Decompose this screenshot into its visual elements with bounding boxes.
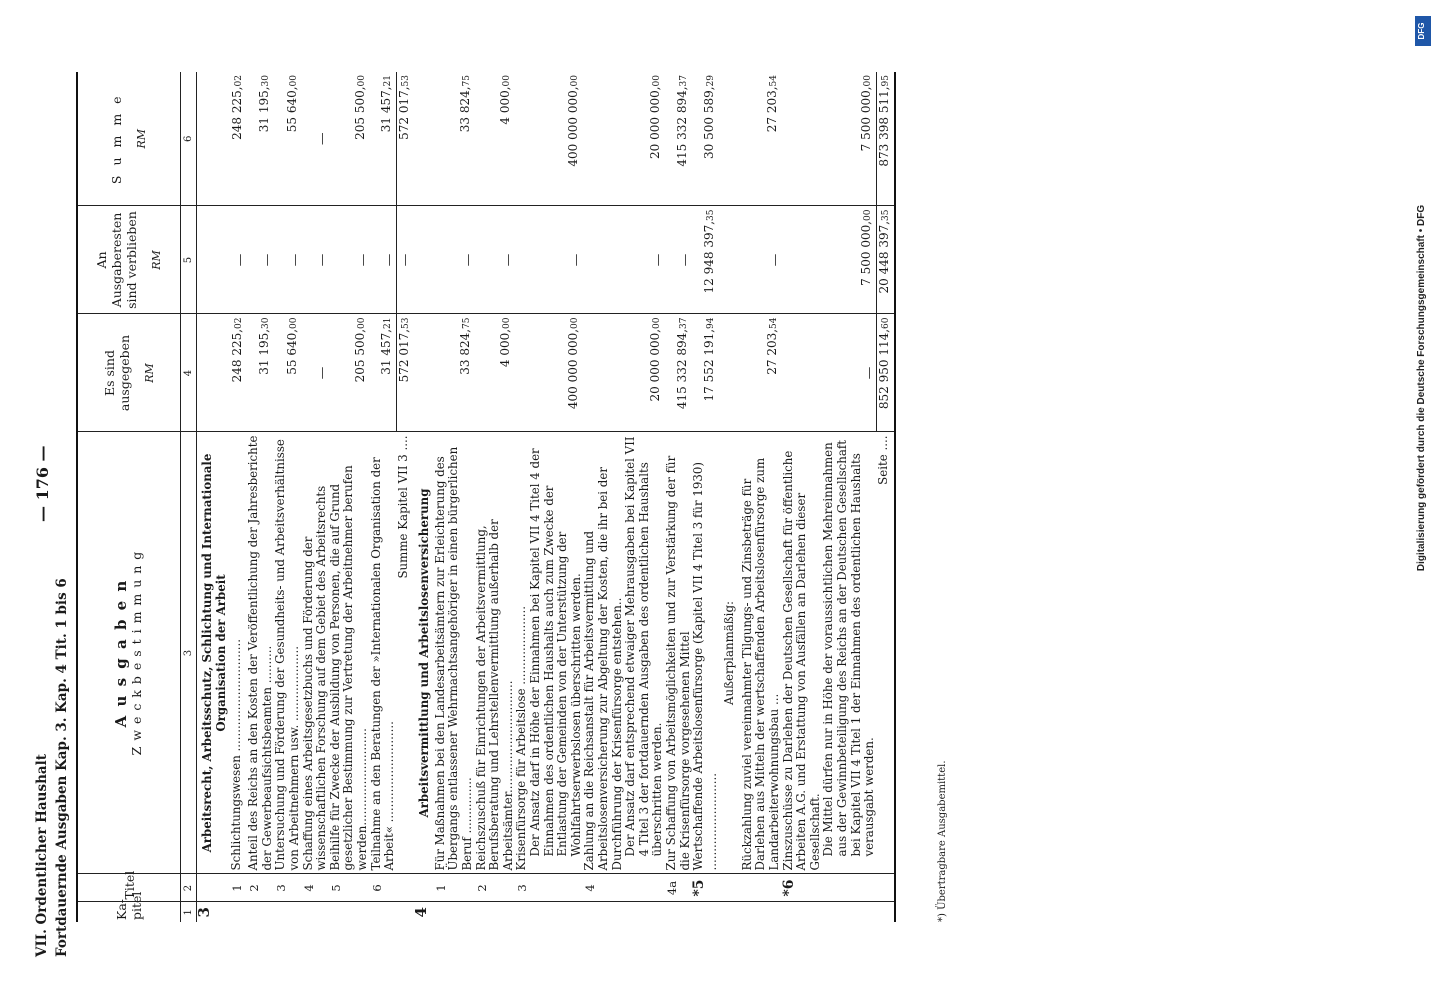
- page-total-row: [877, 72, 896, 922]
- summe-cell: 415 332 894,37: [665, 72, 692, 206]
- col-verblieben: [77, 206, 181, 314]
- titel-cell: 1: [230, 874, 247, 902]
- verblieben-cell: 20 448 397,35: [877, 206, 896, 314]
- ausgegeben-cell: 205 500,00: [329, 314, 370, 432]
- table-row: [665, 72, 692, 922]
- row-text: Zinszuschüsse zu Darlehen der Deutschen Gesellschaft für öffentliche Arbeiten A.G. und Erstattung von Ausfällen an Darlehen dieser Gesellschaft.: [780, 450, 822, 871]
- table-row: [329, 72, 370, 922]
- titel-cell: 3: [274, 874, 301, 902]
- ausgegeben-cell: 31 195,30: [247, 314, 274, 432]
- titel-cell: 1: [434, 874, 475, 902]
- row-text: Zahlung an die Reichsanstalt für Arbeitsvermittlung und Arbeitslosenversicherung zur Abgeltung der Kosten, die ihr bei der Durchführung der Krisenfürsorge entstehen..: [582, 467, 624, 871]
- titel-cell: *6: [782, 874, 877, 902]
- ausgegeben-cell: —: [302, 314, 329, 432]
- table-body: [197, 72, 896, 922]
- col-number: 1: [181, 902, 197, 922]
- col-number: 6: [181, 72, 197, 206]
- kapitel-cell: [247, 902, 274, 922]
- ausgegeben-cell: 400 000 000,00: [515, 314, 583, 432]
- kapitel-cell: [230, 902, 247, 922]
- row-note: Der Ansatz darf entsprechend etwaiger Mehrausgaben bei Kapitel VII 4 Titel 3 der fortdauernden Ausgaben des ordentlichen Haushalts überschritten werden.: [623, 436, 665, 857]
- table-row: [583, 72, 665, 922]
- row-text: Untersuchung und Förderung der Gesundheits- und Arbeitsverhältnisse von Arbeitnehmern usw. ....................: [273, 439, 301, 871]
- summe-cell: 31 195,30: [247, 72, 274, 206]
- zweck-cell: [434, 432, 475, 874]
- ausgegeben-cell: 17 552 191,94: [692, 314, 719, 432]
- col-number: 3: [181, 432, 197, 874]
- zweck-cell: [583, 432, 665, 874]
- col-kapitel: Ka-pitel: [77, 902, 181, 922]
- kapitel-cell: [782, 902, 877, 922]
- col-verblieben-label: An Ausgaberesten sind verblieben: [94, 211, 139, 309]
- unit-label: RM: [150, 250, 163, 270]
- summe-cell: —: [302, 72, 329, 206]
- verblieben-cell: —: [247, 206, 274, 314]
- table-row: [370, 72, 397, 922]
- kapitel-number: 3: [195, 907, 213, 918]
- verblieben-cell: —: [302, 206, 329, 314]
- titel-cell: 4: [583, 874, 665, 902]
- summe-cell: [414, 72, 434, 206]
- ausgegeben-cell: 33 824,75: [434, 314, 475, 432]
- row-text: Krisenfürsorge für Arbeitslose .....................: [514, 605, 529, 871]
- summe-cell: 55 640,00: [274, 72, 301, 206]
- side-credit: [1412, 8, 1432, 993]
- footnote: *) Übertragbare Ausgabemittel.: [937, 760, 948, 922]
- verblieben-cell: —: [583, 206, 665, 314]
- summe-cell: 4 000,00: [475, 72, 516, 206]
- row-text: Rückzahlung zuviel vereinnahmter Tilgungs- und Zinsbeträge für Darlehen aus Mitteln der wertschaffenden Arbeitslosenfürsorge zum Landarbeiterwohnungsbau ...: [739, 457, 782, 871]
- kapitel-cell: [583, 902, 665, 922]
- page-number: — 176 —: [33, 445, 52, 522]
- ausgegeben-cell: 20 000 000,00: [583, 314, 665, 432]
- rotated-document-page: [35, 37, 1365, 957]
- table-row: [719, 72, 781, 922]
- verblieben-cell: —: [329, 206, 370, 314]
- summe-cell: 873 398 511,95: [877, 72, 896, 206]
- kapitel-heading-row: [414, 72, 434, 922]
- row-note: Der Ansatz darf in Höhe der Einnahmen bei Kapitel VII 4 Titel 4 der Einnahmen des ordentlichen Haushalts auch zum Zwecke der Entlastung der Gemeinden von der Unterstützung der Wohlfahrtserwerbslosen überschritten werden.: [527, 448, 583, 857]
- sum-label: Summe Kapitel VII 3 ....: [397, 432, 415, 874]
- section-subtitle: Fortdauernde Ausgaben Kap. 3. Kap. 4 Tit. 1 bis 6: [54, 578, 70, 957]
- verblieben-cell: [414, 206, 434, 314]
- kapitel-cell: [877, 902, 896, 922]
- verblieben-cell: —: [370, 206, 397, 314]
- table-row: [302, 72, 329, 922]
- titel-cell: 2: [475, 874, 516, 902]
- zweck-cell: [719, 432, 781, 874]
- page-total-label: Seite ....: [877, 432, 896, 874]
- col-ausgegeben-label: Es sind ausgegeben: [101, 334, 132, 412]
- side-credit-svg: [1412, 8, 1432, 993]
- kapitel-cell: [665, 902, 692, 922]
- zweck-cell: [782, 432, 877, 874]
- summe-cell: 31 457,21: [370, 72, 397, 206]
- col-number: 5: [181, 206, 197, 314]
- table-row: [515, 72, 583, 922]
- side-credit-text: Digitalisierung gefördert durch die Deutsche Forschungsgemeinschaft • DFG: [1416, 204, 1427, 572]
- zweck-cell: [692, 432, 719, 874]
- verblieben-cell: —: [230, 206, 247, 314]
- summe-cell: 400 000 000,00: [515, 72, 583, 206]
- zweck-cell: [665, 432, 692, 874]
- titel-cell: [414, 874, 434, 902]
- kapitel-cell: [434, 902, 475, 922]
- ausgegeben-cell: 27 203,54: [719, 314, 781, 432]
- table-row: [230, 72, 247, 922]
- row-text: Für Maßnahmen bei den Landesarbeitsämtern zur Erleichterung des Übergangs entlassener Wehrmachtsangehöriger in einen bürgerlichen Beruf ...............: [432, 446, 474, 871]
- col-summe-label: S u m m e: [109, 93, 124, 185]
- kapitel-heading-row: [197, 72, 231, 922]
- section-title: VII. Ordentlicher Haushalt: [34, 754, 50, 957]
- summe-cell: 7 500 000,00: [782, 72, 877, 206]
- zweck-cell: [230, 432, 247, 874]
- row-note: Die Mittel dürfen nur in Höhe der voraussichtlichen Mehreinnahmen aus der Gewinnbeteiligung des Reichs an der Deutschen Gesellschaft bei Kapitel VII 4 Titel 1 der Einnahmen des ordentlichen Haushalts verausgabt werden.: [821, 440, 877, 857]
- budget-table: [76, 72, 896, 922]
- col-ausgegeben: [77, 314, 181, 432]
- table-row: [782, 72, 877, 922]
- row-text: Anteil des Reichs an den Kosten der Veröffentlichung der Jahresberichte der Gewerbeaufsichtsbeamten ..........: [246, 435, 274, 871]
- ausgegeben-cell: 852 950 114,60: [877, 314, 896, 432]
- col-summe: [77, 72, 181, 206]
- zweck-cell: [515, 432, 583, 874]
- verblieben-cell: —: [397, 206, 415, 314]
- summe-cell: 205 500,00: [329, 72, 370, 206]
- kapitel-cell: [302, 902, 329, 922]
- summe-cell: 20 000 000,00: [583, 72, 665, 206]
- col-ausgaben-heading: A u s g a b e n: [112, 578, 130, 728]
- verblieben-cell: —: [515, 206, 583, 314]
- titel-cell: *5: [692, 874, 719, 902]
- titel-cell: 4a: [665, 874, 692, 902]
- zweck-cell: [302, 432, 329, 874]
- summe-cell: 33 824,75: [434, 72, 475, 206]
- verblieben-cell: —: [434, 206, 475, 314]
- titel-cell: 4: [302, 874, 329, 902]
- page-header: [35, 37, 75, 957]
- verblieben-cell: 12 948 397,35: [692, 206, 719, 314]
- row-text: Schaffung eines Arbeitsgesetzbuchs und Förderung der wissenschaftlichen Forschung auf dem Gebiet des Arbeitsrechts: [300, 485, 329, 871]
- ausgegeben-cell: 55 640,00: [274, 314, 301, 432]
- col-number: 4: [181, 314, 197, 432]
- summe-cell: 572 017,53: [397, 72, 415, 206]
- kapitel-cell: [692, 902, 719, 922]
- row-text: Teilnahme an den Beratungen der »Internationalen Organisation der Arbeit« ...........................: [368, 457, 397, 871]
- ausgegeben-cell: —: [782, 314, 877, 432]
- kapitel-cell: [719, 902, 781, 922]
- kapitel-cell: [370, 902, 397, 922]
- titel-cell: [397, 874, 415, 902]
- ausgegeben-cell: 415 332 894,37: [665, 314, 692, 432]
- zweck-cell: [475, 432, 516, 874]
- ausgegeben-cell: 4 000,00: [475, 314, 516, 432]
- table-row: [692, 72, 719, 922]
- table-row: [434, 72, 475, 922]
- kapitel-cell: [329, 902, 370, 922]
- kapitel-number: 4: [412, 907, 431, 918]
- col-zweck-subheading: Z w e c k b e s t i m m u n g: [129, 550, 144, 756]
- ausgegeben-cell: 248 225,02: [230, 314, 247, 432]
- summe-cell: 30 500 589,29: [692, 72, 719, 206]
- verblieben-cell: —: [475, 206, 516, 314]
- col-titel: Titel: [77, 874, 181, 902]
- column-number-row: [181, 72, 197, 922]
- zweck-cell: [370, 432, 397, 874]
- zweck-cell: [274, 432, 301, 874]
- verblieben-cell: —: [274, 206, 301, 314]
- kapitel-sum-row: [397, 72, 415, 922]
- zweck-cell: [247, 432, 274, 874]
- table-header: [77, 72, 197, 922]
- verblieben-cell: —: [719, 206, 781, 314]
- ausgegeben-cell: [414, 314, 434, 432]
- row-text: Schlichtungswesen ..............................: [229, 638, 244, 871]
- col-zweck: [77, 432, 181, 874]
- row-text: Reichszuschuß für Einrichtungen der Arbeitsvermittlung, Berufsberatung und Lehrstellenvermittlung außerhalb der Arbeitsämter..............................: [473, 519, 515, 871]
- zweck-cell: [329, 432, 370, 874]
- titel-cell: 2: [247, 874, 274, 902]
- titel-cell: [877, 874, 896, 902]
- row-text: Beihilfe für Zwecke der Ausbildung von Personen, die auf Grund gesetzlicher Bestimmung zur Vertretung der Arbeitnehmer berufen werden..........................: [327, 465, 369, 871]
- ausgegeben-cell: 31 457,21: [370, 314, 397, 432]
- unit-label: RM: [135, 128, 148, 149]
- kapitel-heading: Arbeitsrecht, Arbeitsschutz, Schlichtung und Internationale Organisation der Arbeit: [200, 453, 228, 853]
- verblieben-cell: —: [665, 206, 692, 314]
- zweck-cell: [414, 432, 434, 874]
- summe-cell: 27 203,54: [719, 72, 781, 206]
- row-text: Wertschaffende Arbeitslosenfürsorge (Kapitel VII 4 Titel 3 für 1930) ..........................: [691, 462, 719, 871]
- unit-label: RM: [142, 363, 156, 383]
- table-row: [274, 72, 301, 922]
- kapitel-cell: [274, 902, 301, 922]
- table-row: [247, 72, 274, 922]
- titel-cell: 3: [515, 874, 583, 902]
- kapitel-cell: [515, 902, 583, 922]
- titel-cell: 6: [370, 874, 397, 902]
- row-text: Zur Schaffung von Arbeitsmöglichkeiten und zur Verstärkung der für die Krisenfürsorge vorgesehenen Mittel: [663, 455, 692, 871]
- dfg-logo-text: DFG: [1417, 22, 1426, 40]
- col-number: 2: [181, 874, 197, 902]
- ausgegeben-cell: 572 017,53: [397, 314, 415, 432]
- kapitel-heading: Arbeitsvermittlung und Arbeitslosenversicherung: [417, 488, 432, 818]
- summe-cell: 248 225,02: [230, 72, 247, 206]
- row-subheading: Außerplanmäßig:: [722, 601, 737, 705]
- table-row: [475, 72, 516, 922]
- kapitel-cell: [475, 902, 516, 922]
- titel-cell: [719, 874, 781, 902]
- verblieben-cell: 7 500 000,00: [782, 206, 877, 314]
- titel-cell: 5: [329, 874, 370, 902]
